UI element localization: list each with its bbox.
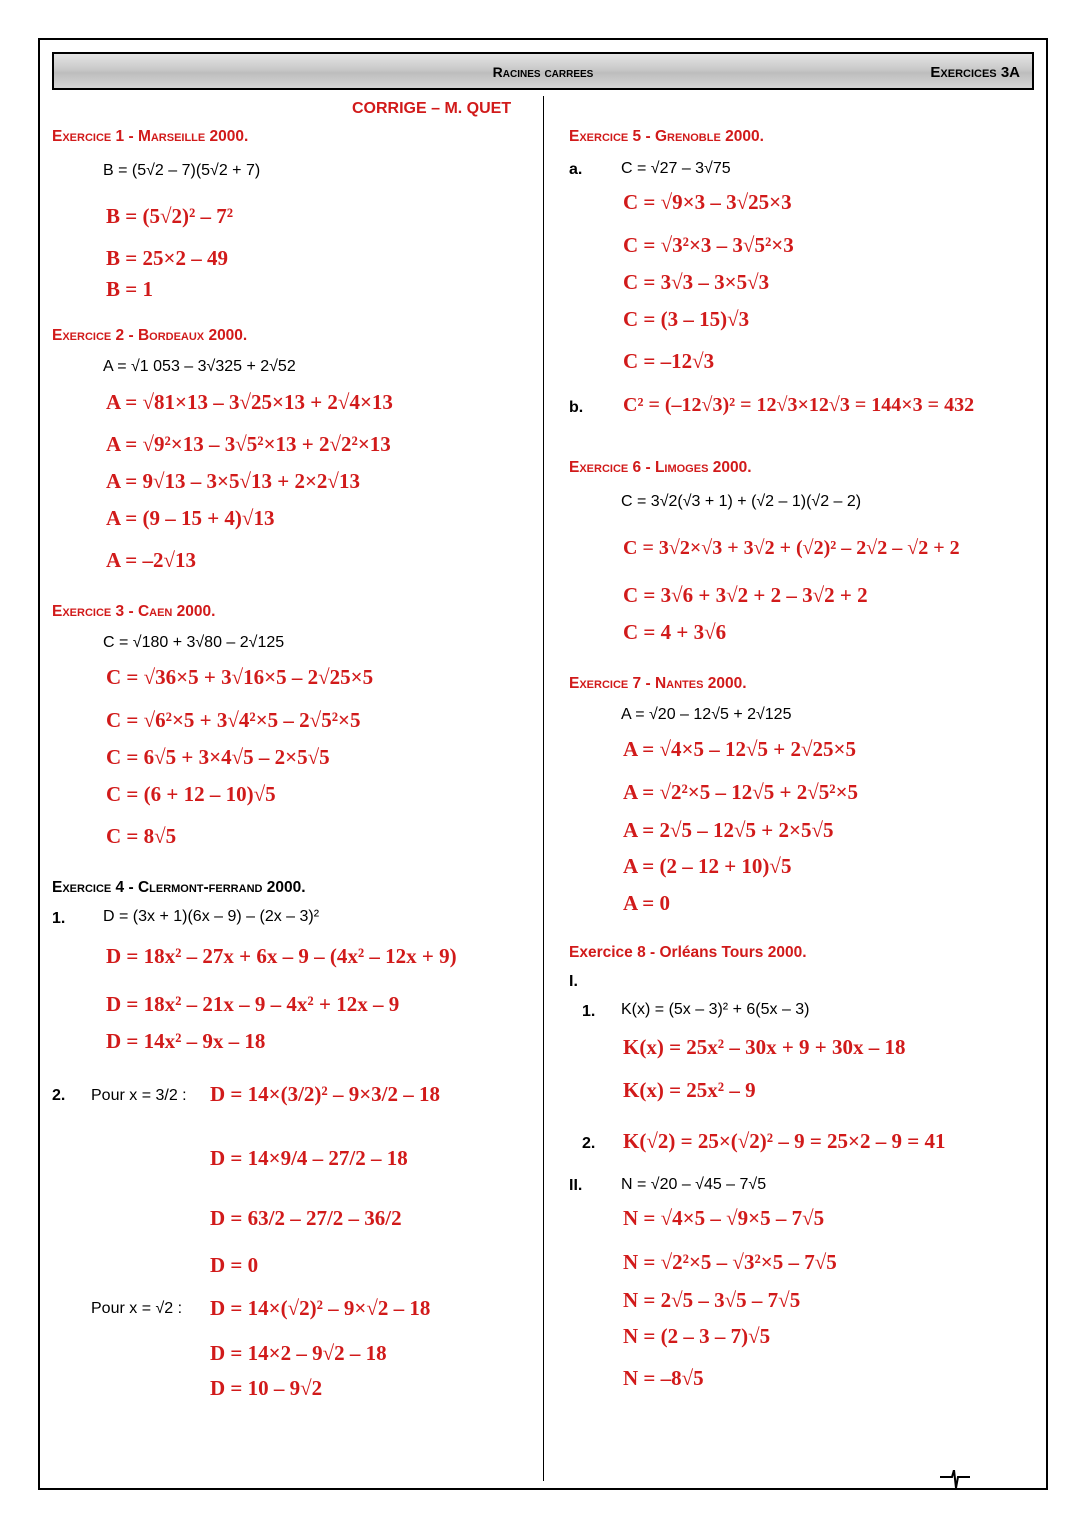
ex4-line: D = 18x² – 21x – 9 – 4x² + 12x – 9 <box>106 992 400 1016</box>
ex8-statement1: K(x) = (5x – 3)² + 6(5x – 3) <box>621 1001 810 1018</box>
ex8-line: K(√2) = 25×(√2)² – 9 = 25×2 – 9 = 41 <box>623 1129 946 1153</box>
ex4-line: D = 14×2 – 9√2 – 18 <box>210 1341 387 1365</box>
ex8-title: Exercice 8 - Orléans Tours 2000. <box>569 944 807 961</box>
ex7-line: A = (2 – 12 + 10)√5 <box>623 854 792 878</box>
ex5-line: C = 3√3 – 3×5√3 <box>623 270 770 294</box>
ex8-num1: 1. <box>582 1003 596 1020</box>
header-title: Racines carrees <box>492 64 594 80</box>
ex6-line: C = 3√2×√3 + 3√2 + (√2)² – 2√2 – √2 + 2 <box>623 537 960 559</box>
column-divider <box>543 96 544 1481</box>
ex2-line: A = –2√13 <box>106 548 196 572</box>
ex4-line: D = 14×9/4 – 27/2 – 18 <box>210 1146 408 1170</box>
ex5-line: C = √3²×3 – 3√5²×3 <box>623 233 794 257</box>
ex3-line: C = √6²×5 + 3√4²×5 – 2√5²×5 <box>106 708 361 732</box>
ex8-part-II: II. <box>569 1177 583 1194</box>
ex3-line: C = 6√5 + 3×4√5 – 2×5√5 <box>106 745 330 769</box>
ex5-title: Exercice 5 - Grenoble 2000. <box>569 128 764 145</box>
ex7-line: A = 0 <box>623 891 670 915</box>
ex6-statement: C = 3√2(√3 + 1) + (√2 – 1)(√2 – 2) <box>621 493 862 510</box>
ex2-line: A = √9²×13 – 3√5²×13 + 2√2²×13 <box>106 432 391 456</box>
ex3-line: C = 8√5 <box>106 824 177 848</box>
ex1-title: Exercice 1 - Marseille 2000. <box>52 128 249 145</box>
ex7-title: Exercice 7 - Nantes 2000. <box>569 675 747 692</box>
ex4-line: D = 14×(√2)² – 9×√2 – 18 <box>210 1296 431 1320</box>
ex5-line: C = (3 – 15)√3 <box>623 307 750 331</box>
ex2-title: Exercice 2 - Bordeaux 2000. <box>52 327 248 344</box>
ex4-statement: D = (3x + 1)(6x – 9) – (2x – 3)² <box>103 908 320 925</box>
ex3-title: Exercice 3 - Caen 2000. <box>52 603 216 620</box>
ex5-b-line: C² = (–12√3)² = 12√3×12√3 = 144×3 = 432 <box>623 394 975 416</box>
ex1-line: B = 1 <box>106 277 153 301</box>
ex8-statement2: N = √20 – √45 – 7√5 <box>621 1176 767 1193</box>
ex8-part-I: I. <box>569 973 578 990</box>
ex4-line: D = 14x² – 9x – 18 <box>106 1029 266 1053</box>
ex4-line: D = 14×(3/2)² – 9×3/2 – 18 <box>210 1082 441 1106</box>
ex1-line: B = 25×2 – 49 <box>106 246 228 270</box>
ex8-line: N = 2√5 – 3√5 – 7√5 <box>623 1288 801 1312</box>
ex3-line: C = √36×5 + 3√16×5 – 2√25×5 <box>106 665 374 689</box>
ex4-title: Exercice 4 - Clermont-ferrand 2000. <box>52 879 306 896</box>
header-right-label: Exercices 3A <box>930 64 1020 81</box>
ex4-line: D = 10 – 9√2 <box>210 1376 323 1400</box>
ex4-num1: 1. <box>52 910 66 927</box>
corner-notch <box>940 1470 970 1490</box>
ex1-line: B = (5√2)² – 7² <box>106 204 234 228</box>
ex5-statement: C = √27 – 3√75 <box>621 160 731 177</box>
ex5-part-b: b. <box>569 399 584 416</box>
ex8-line: N = –8√5 <box>623 1366 704 1390</box>
ex8-line: N = (2 – 3 – 7)√5 <box>623 1324 771 1348</box>
ex4-pour-label: Pour x = 3/2 : <box>91 1087 187 1104</box>
ex6-line: C = 4 + 3√6 <box>623 620 727 644</box>
ex4-line: D = 63/2 – 27/2 – 36/2 <box>210 1206 402 1230</box>
ex5-line: C = √9×3 – 3√25×3 <box>623 190 792 214</box>
ex7-line: A = √4×5 – 12√5 + 2√25×5 <box>623 737 856 761</box>
ex7-line: A = √2²×5 – 12√5 + 2√5²×5 <box>623 780 859 804</box>
ex8-num2: 2. <box>582 1135 596 1152</box>
ex4-num2: 2. <box>52 1087 66 1104</box>
ex7-statement: A = √20 – 12√5 + 2√125 <box>621 706 792 723</box>
ex7-line: A = 2√5 – 12√5 + 2×5√5 <box>623 818 834 842</box>
ex4-line: D = 0 <box>210 1253 259 1277</box>
ex5-part-a: a. <box>569 161 583 178</box>
ex1-statement: B = (5√2 – 7)(5√2 + 7) <box>103 162 261 179</box>
header-bar <box>52 52 1034 90</box>
ex5-line: C = –12√3 <box>623 349 715 373</box>
ex8-line: K(x) = 25x² – 30x + 9 + 30x – 18 <box>623 1035 906 1059</box>
ex2-line: A = √81×13 – 3√25×13 + 2√4×13 <box>106 390 393 414</box>
ex6-line: C = 3√6 + 3√2 + 2 – 3√2 + 2 <box>623 583 868 607</box>
ex8-line: N = √2²×5 – √3²×5 – 7√5 <box>623 1250 837 1274</box>
ex3-statement: C = √180 + 3√80 – 2√125 <box>103 634 285 651</box>
ex2-statement: A = √1 053 – 3√325 + 2√52 <box>103 358 296 375</box>
ex2-line: A = 9√13 – 3×5√13 + 2×2√13 <box>106 469 360 493</box>
ex6-title: Exercice 6 - Limoges 2000. <box>569 459 752 476</box>
ex2-line: A = (9 – 15 + 4)√13 <box>106 506 275 530</box>
ex4-pour-label: Pour x = √2 : <box>91 1300 183 1317</box>
ex4-line: D = 18x² – 27x + 6x – 9 – (4x² – 12x + 9) <box>106 944 457 968</box>
corrige-heading: CORRIGE – M. QUET <box>352 100 512 117</box>
ex3-line: C = (6 + 12 – 10)√5 <box>106 782 276 806</box>
ex8-line: K(x) = 25x² – 9 <box>623 1078 756 1102</box>
ex8-line: N = √4×5 – √9×5 – 7√5 <box>623 1206 825 1230</box>
